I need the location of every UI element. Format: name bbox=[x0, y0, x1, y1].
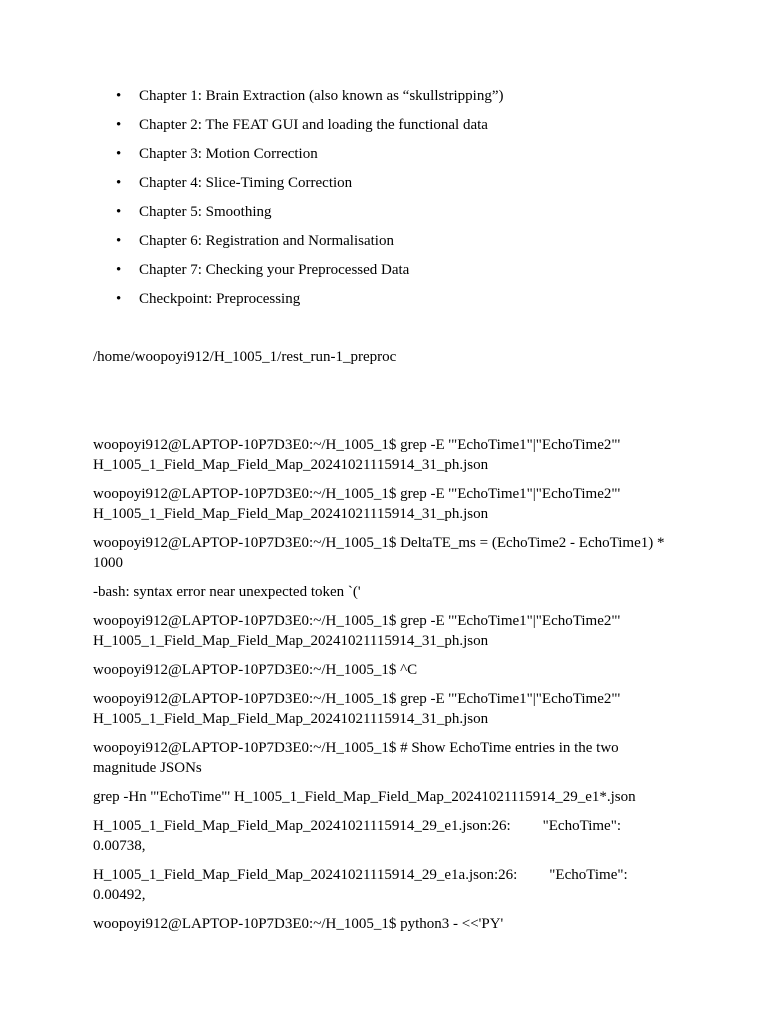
list-item bbox=[93, 202, 676, 231]
terminal-line: woopoyi912@LAPTOP-10P7D3E0:~/H_1005_1$ grep -E '"EchoTime1"|"EchoTime2"' H_1005_1_Field_Map_Field_Map_20241021115914_31_ph.json bbox=[93, 613, 621, 649]
chapter-1-text: Chapter 1: Brain Extraction (also known as “skullstripping”) bbox=[139, 88, 504, 104]
list-item bbox=[93, 289, 676, 318]
chapter-5-text: Chapter 5: Smoothing bbox=[139, 204, 272, 220]
terminal-output-line bbox=[93, 816, 676, 856]
list-item bbox=[93, 86, 676, 115]
terminal-line: woopoyi912@LAPTOP-10P7D3E0:~/H_1005_1$ ^C bbox=[93, 662, 418, 678]
chapter-7-text: Chapter 7: Checking your Preprocessed Data bbox=[139, 262, 410, 278]
chapter-list bbox=[93, 86, 676, 318]
checkpoint-text: Checkpoint: Preprocessing bbox=[139, 291, 301, 307]
bullet-icon: • bbox=[116, 262, 122, 278]
terminal-line: woopoyi912@LAPTOP-10P7D3E0:~/H_1005_1$ # Show EchoTime entries in the two magnitude JSONs bbox=[93, 740, 619, 776]
output-filename: H_1005_1_Field_Map_Field_Map_20241021115914_29_e1a.json:26: bbox=[93, 867, 518, 883]
list-item bbox=[93, 144, 676, 173]
terminal-line: woopoyi912@LAPTOP-10P7D3E0:~/H_1005_1$ DeltaTE_ms = (EchoTime2 - EchoTime1) * 1000 bbox=[93, 535, 665, 571]
terminal-line: grep -Hn '"EchoTime"' H_1005_1_Field_Map_Field_Map_20241021115914_29_e1*.json bbox=[93, 789, 636, 805]
bullet-icon: • bbox=[116, 88, 122, 104]
bullet-icon: • bbox=[116, 175, 122, 191]
list-item bbox=[93, 231, 676, 260]
output-value: "EchoTime": 0.00738, bbox=[93, 818, 622, 854]
output-filename: H_1005_1_Field_Map_Field_Map_20241021115914_29_e1.json:26: bbox=[93, 818, 511, 834]
chapter-4-text: Chapter 4: Slice-Timing Correction bbox=[139, 175, 353, 191]
chapter-2-text: Chapter 2: The FEAT GUI and loading the functional data bbox=[139, 117, 488, 133]
terminal-line: woopoyi912@LAPTOP-10P7D3E0:~/H_1005_1$ grep -E '"EchoTime1"|"EchoTime2"' H_1005_1_Field_Map_Field_Map_20241021115914_31_ph.json bbox=[93, 486, 621, 522]
bullet-icon: • bbox=[116, 204, 122, 220]
output-value: "EchoTime": 0.00492, bbox=[93, 867, 628, 903]
chapter-6-text: Chapter 6: Registration and Normalisation bbox=[139, 233, 394, 249]
list-item bbox=[93, 173, 676, 202]
bullet-icon: • bbox=[116, 117, 122, 133]
terminal-line: woopoyi912@LAPTOP-10P7D3E0:~/H_1005_1$ grep -E '"EchoTime1"|"EchoTime2"' H_1005_1_Field_Map_Field_Map_20241021115914_31_ph.json bbox=[93, 437, 621, 473]
bullet-icon: • bbox=[116, 233, 122, 249]
terminal-line: woopoyi912@LAPTOP-10P7D3E0:~/H_1005_1$ grep -E '"EchoTime1"|"EchoTime2"' H_1005_1_Field_Map_Field_Map_20241021115914_31_ph.json bbox=[93, 691, 621, 727]
bullet-icon: • bbox=[116, 291, 122, 307]
terminal-line: woopoyi912@LAPTOP-10P7D3E0:~/H_1005_1$ python3 - <<'PY' bbox=[93, 916, 504, 932]
terminal-error-line: -bash: syntax error near unexpected token `(' bbox=[93, 584, 361, 600]
list-item bbox=[93, 260, 676, 289]
list-item bbox=[93, 115, 676, 144]
bullet-icon: • bbox=[116, 146, 122, 162]
terminal-output-line bbox=[93, 865, 676, 905]
terminal-log bbox=[93, 435, 676, 934]
directory-path: /home/woopoyi912/H_1005_1/rest_run-1_preproc bbox=[93, 349, 397, 365]
chapter-3-text: Chapter 3: Motion Correction bbox=[139, 146, 318, 162]
